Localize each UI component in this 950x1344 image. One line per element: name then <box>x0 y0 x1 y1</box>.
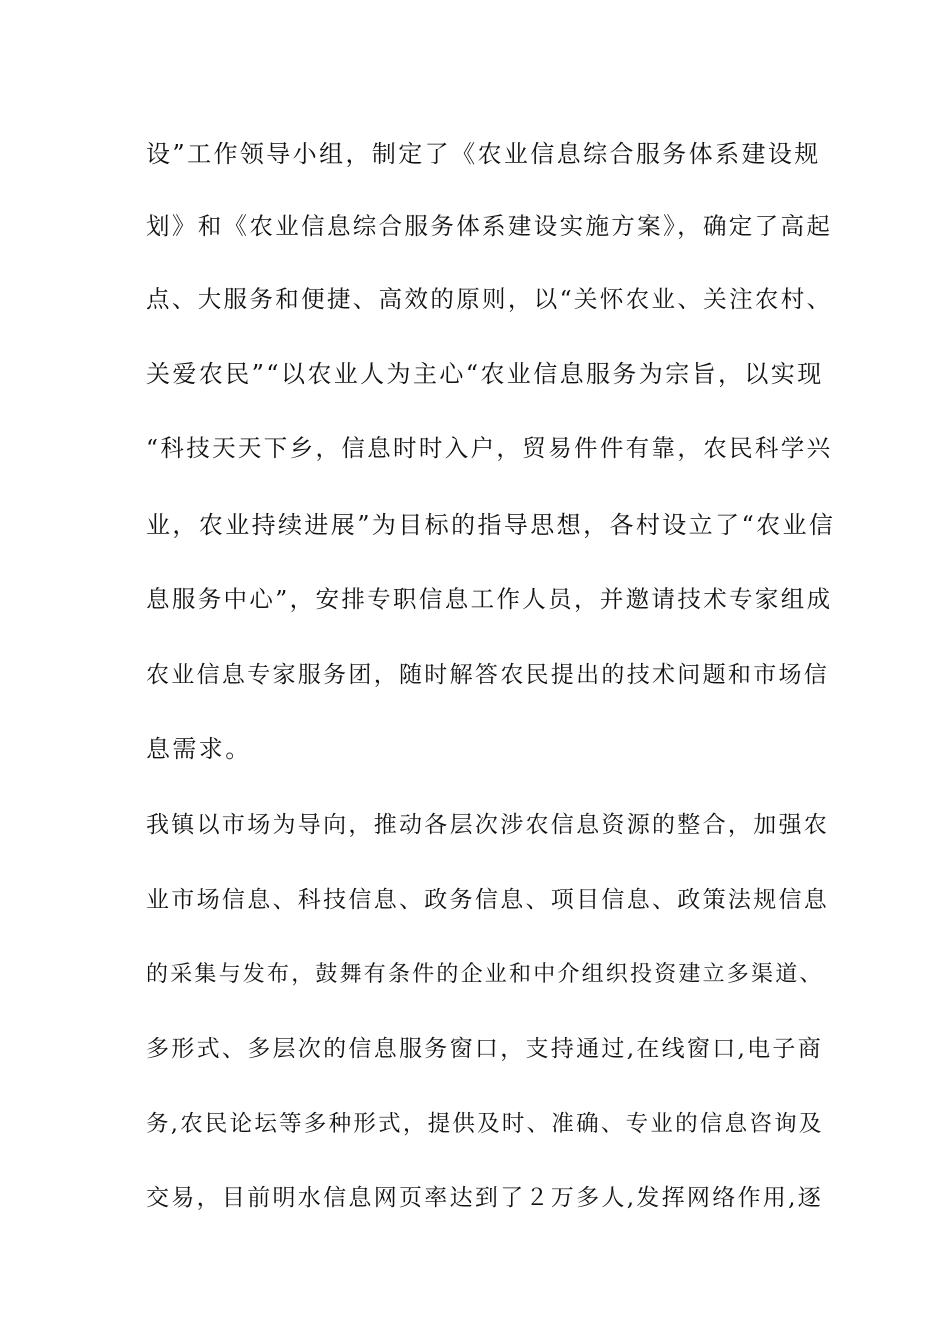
text-line: “科技天天下乡，信息时时入户，贸易件件有靠，农民科学兴 <box>146 434 833 462</box>
text-line: 息需求。 <box>146 735 252 763</box>
text-line: 交易，目前明水信息网页率达到了２万多人,发挥网络作用,逐 <box>146 1185 824 1211</box>
text-line: 关爱农民”“以农业人为主心“农业信息服务为宗旨，以实现 <box>146 360 824 388</box>
text-line: 业市场信息、科技信息、政务信息、项目信息、政策法规信息 <box>146 887 830 913</box>
text-line: 设”工作领导小组，制定了《农业信息综合服务体系建设规 <box>146 140 821 168</box>
text-line: 点、大服务和便捷、高效的原则，以“关怀农业、关注农村、 <box>146 285 833 313</box>
text-line: 划》和《农业信息综合服务体系建设实施方案》，确定了高起 <box>146 212 833 240</box>
text-line: 多形式、多层次的信息服务窗口，支持通过,在线窗口,电子商 <box>146 1036 824 1062</box>
text-line: 的采集与发布，鼓舞有条件的企业和中介组织投资建立多渠道、 <box>146 962 824 987</box>
text-line: 务,农民论坛等多种形式，提供及时、准确、专业的信息咨询及 <box>146 1111 824 1137</box>
text-line: 农业信息专家服务团，随时解答农民提出的技术问题和市场信 <box>146 662 830 688</box>
text-line: 我镇以市场为导向，推动各层次涉农信息资源的整合，加强农 <box>146 812 830 838</box>
text-line: 业，农业持续进展”为目标的指导思想，各村设立了“农业信 <box>146 511 836 539</box>
text-line: 息服务中心”，安排专职信息工作人员，并邀请技术专家组成 <box>146 585 833 613</box>
